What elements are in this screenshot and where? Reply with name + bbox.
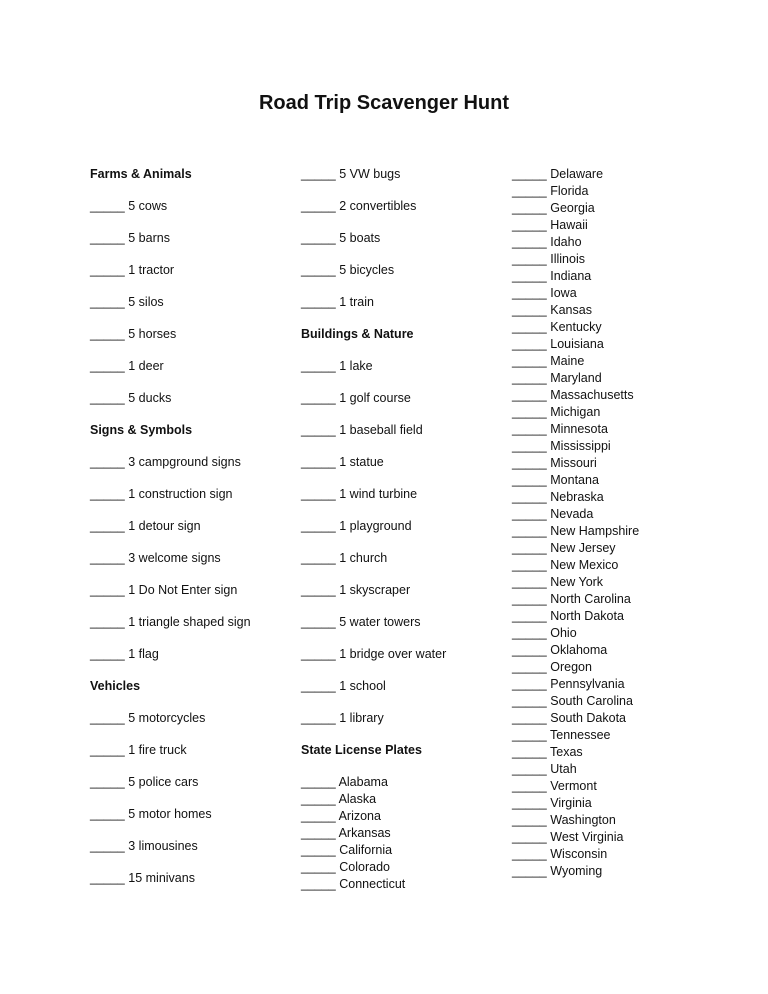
check-blank: _____ <box>512 490 547 504</box>
checklist-item <box>512 336 712 353</box>
checklist-item <box>301 774 501 791</box>
checklist-item-label: New Hampshire <box>550 524 640 538</box>
checklist-item <box>512 523 712 540</box>
checklist-item <box>512 761 712 778</box>
check-blank: _____ <box>512 371 547 385</box>
checklist-item <box>512 659 712 676</box>
section-heading <box>301 742 501 759</box>
check-blank: _____ <box>512 711 547 725</box>
checklist-item <box>512 166 712 183</box>
checklist-item <box>301 614 501 631</box>
checklist-item-label: Arizona <box>338 809 381 823</box>
checklist-item-label: 5 bicycles <box>339 263 395 277</box>
checklist-item-label: Virginia <box>550 796 592 810</box>
check-blank: _____ <box>301 519 336 533</box>
checklist-item-label: Iowa <box>550 286 577 300</box>
checklist-item <box>512 319 712 336</box>
checklist-item <box>512 489 712 506</box>
checklist-item <box>512 574 712 591</box>
page-title: Road Trip Scavenger Hunt <box>258 92 510 114</box>
checklist-item <box>512 387 712 404</box>
checklist-item-label: Utah <box>550 762 577 776</box>
check-blank: _____ <box>512 507 547 521</box>
checklist-item-label: Vermont <box>550 779 597 793</box>
check-blank: _____ <box>301 167 336 181</box>
check-blank: _____ <box>512 592 547 606</box>
checklist-item <box>90 870 290 887</box>
checklist-item-label: 1 deer <box>128 359 164 373</box>
check-blank: _____ <box>512 201 547 215</box>
checklist-item-label: 1 playground <box>339 519 412 533</box>
checklist-item-label: 1 school <box>339 679 386 693</box>
checklist-item-label: Alabama <box>338 775 388 789</box>
checklist-item-label: Indiana <box>550 269 592 283</box>
check-blank: _____ <box>90 583 125 597</box>
check-blank: _____ <box>512 779 547 793</box>
checklist-item <box>301 582 501 599</box>
checklist-item-label: 3 campground signs <box>128 455 241 469</box>
check-blank: _____ <box>301 877 336 891</box>
checklist-item <box>301 230 501 247</box>
check-blank: _____ <box>512 405 547 419</box>
checklist-item-label: West Virginia <box>550 830 624 844</box>
checklist-item-label: New Jersey <box>550 541 616 555</box>
checklist-item-label: Tennessee <box>550 728 611 742</box>
checklist-item-label: 2 convertibles <box>339 199 417 213</box>
check-blank: _____ <box>90 615 125 629</box>
checklist-item <box>512 200 712 217</box>
checklist-item <box>301 294 501 311</box>
section-heading-label: Farms & Animals <box>90 167 192 181</box>
checklist-item-label: Idaho <box>550 235 582 249</box>
checklist-item <box>512 693 712 710</box>
check-blank: _____ <box>512 286 547 300</box>
checklist-item-label: 1 library <box>339 711 384 725</box>
checklist-item-label: Mississippi <box>550 439 611 453</box>
checklist-item-label: Arkansas <box>338 826 391 840</box>
check-blank: _____ <box>301 359 336 373</box>
check-blank: _____ <box>301 792 336 806</box>
checklist-item-label: Michigan <box>550 405 601 419</box>
column-3 <box>512 166 712 880</box>
checklist-item <box>90 742 290 759</box>
checklist-item-label: Wyoming <box>550 864 603 878</box>
checklist-item <box>301 358 501 375</box>
checklist-item <box>512 846 712 863</box>
checklist-item <box>512 795 712 812</box>
checklist-item-label: North Carolina <box>550 592 631 606</box>
checklist-item <box>512 268 712 285</box>
checklist-item <box>512 727 712 744</box>
checklist-item-label: Massachusetts <box>550 388 634 402</box>
checklist-item <box>90 646 290 663</box>
checklist-item <box>301 486 501 503</box>
check-blank: _____ <box>90 775 125 789</box>
check-blank: _____ <box>301 231 336 245</box>
check-blank: _____ <box>512 694 547 708</box>
check-blank: _____ <box>512 558 547 572</box>
checklist-item-label: Delaware <box>550 167 604 181</box>
check-blank: _____ <box>90 391 125 405</box>
checklist-item <box>90 838 290 855</box>
checklist-item <box>90 198 290 215</box>
check-blank: _____ <box>301 455 336 469</box>
check-blank: _____ <box>512 167 547 181</box>
checklist-item-label: 5 boats <box>339 231 381 245</box>
check-blank: _____ <box>512 575 547 589</box>
section-heading <box>301 326 501 343</box>
checklist-item <box>512 234 712 251</box>
column-1 <box>90 166 290 902</box>
checklist-item <box>512 183 712 200</box>
checklist-item-label: 1 golf course <box>339 391 411 405</box>
checklist-item-label: Ohio <box>550 626 577 640</box>
check-blank: _____ <box>512 473 547 487</box>
check-blank: _____ <box>90 199 125 213</box>
check-blank: _____ <box>512 218 547 232</box>
check-blank: _____ <box>301 809 336 823</box>
section-heading <box>90 166 290 183</box>
check-blank: _____ <box>90 743 125 757</box>
checklist-item <box>512 829 712 846</box>
check-blank: _____ <box>90 295 125 309</box>
checklist-item <box>90 390 290 407</box>
checklist-item <box>512 404 712 421</box>
checklist-item <box>512 744 712 761</box>
checklist-item-label: 1 fire truck <box>128 743 187 757</box>
check-blank: _____ <box>512 456 547 470</box>
checklist-item-label: 1 tractor <box>128 263 175 277</box>
checklist-item-label: 5 barns <box>128 231 170 245</box>
check-blank: _____ <box>301 775 336 789</box>
check-blank: _____ <box>90 551 125 565</box>
checklist-item <box>512 302 712 319</box>
checklist-item-label: Connecticut <box>339 877 406 891</box>
checklist-item <box>301 262 501 279</box>
check-blank: _____ <box>512 830 547 844</box>
check-blank: _____ <box>512 269 547 283</box>
checklist-item-label: Missouri <box>550 456 597 470</box>
check-blank: _____ <box>90 519 125 533</box>
check-blank: _____ <box>512 235 547 249</box>
checklist-item <box>301 422 501 439</box>
checklist-item <box>512 608 712 625</box>
checklist-item <box>512 557 712 574</box>
checklist-item-label: South Dakota <box>550 711 626 725</box>
check-blank: _____ <box>301 199 336 213</box>
check-blank: _____ <box>512 847 547 861</box>
checklist-item <box>512 438 712 455</box>
check-blank: _____ <box>512 762 547 776</box>
checklist-item <box>301 390 501 407</box>
section-heading <box>90 678 290 695</box>
check-blank: _____ <box>512 422 547 436</box>
checklist-item <box>512 778 712 795</box>
checklist-item <box>90 550 290 567</box>
checklist-item-label: Pennsylvania <box>550 677 625 691</box>
check-blank: _____ <box>512 813 547 827</box>
check-blank: _____ <box>512 354 547 368</box>
checklist-item-label: Colorado <box>339 860 390 874</box>
check-blank: _____ <box>301 423 336 437</box>
checklist-item <box>512 455 712 472</box>
checklist-item-label: 1 triangle shaped sign <box>128 615 251 629</box>
check-blank: _____ <box>512 677 547 691</box>
checklist-item-label: Kansas <box>550 303 592 317</box>
checklist-item-label: Wisconsin <box>550 847 608 861</box>
checklist-item-label: 1 baseball field <box>339 423 423 437</box>
check-blank: _____ <box>512 796 547 810</box>
checklist-item-label: Louisiana <box>550 337 604 351</box>
check-blank: _____ <box>512 643 547 657</box>
check-blank: _____ <box>301 615 336 629</box>
checklist-item <box>301 825 501 842</box>
checklist-item-label: Maryland <box>550 371 602 385</box>
checklist-item <box>301 166 501 183</box>
checklist-item-label: Maine <box>550 354 585 368</box>
check-blank: _____ <box>301 263 336 277</box>
check-blank: _____ <box>512 745 547 759</box>
checklist-item <box>512 642 712 659</box>
checklist-item-label: 1 construction sign <box>128 487 233 501</box>
checklist-item <box>301 550 501 567</box>
checklist-item <box>512 217 712 234</box>
checklist-item-label: Illinois <box>550 252 585 266</box>
checklist-item-label: Nevada <box>550 507 594 521</box>
checklist-item-label: Alaska <box>338 792 377 806</box>
checklist-item-label: Montana <box>550 473 599 487</box>
check-blank: _____ <box>90 647 125 661</box>
checklist-item <box>301 710 501 727</box>
check-blank: _____ <box>512 320 547 334</box>
checklist-item-label: North Dakota <box>550 609 624 623</box>
checklist-item-label: Georgia <box>550 201 595 215</box>
checklist-item-label: 5 police cars <box>128 775 199 789</box>
check-blank: _____ <box>301 826 336 840</box>
check-blank: _____ <box>301 679 336 693</box>
check-blank: _____ <box>90 839 125 853</box>
section-heading-label: Signs & Symbols <box>90 423 193 437</box>
checklist-item-label: 1 wind turbine <box>339 487 418 501</box>
checklist-item <box>90 230 290 247</box>
checklist-item <box>512 676 712 693</box>
checklist-item-label: 1 flag <box>128 647 159 661</box>
check-blank: _____ <box>512 252 547 266</box>
check-blank: _____ <box>301 843 336 857</box>
checklist-item <box>301 518 501 535</box>
checklist-item-label: 5 VW bugs <box>339 167 401 181</box>
checklist-item <box>512 625 712 642</box>
checklist-item <box>301 678 501 695</box>
checklist-item <box>512 421 712 438</box>
check-blank: _____ <box>512 388 547 402</box>
checklist-item-label: California <box>339 843 393 857</box>
checklist-item-label: 1 bridge over water <box>339 647 447 661</box>
checklist-item-label: 5 water towers <box>339 615 421 629</box>
checklist-item <box>512 506 712 523</box>
check-blank: _____ <box>301 295 336 309</box>
check-blank: _____ <box>90 455 125 469</box>
check-blank: _____ <box>301 711 336 725</box>
checklist-item <box>301 646 501 663</box>
checklist-item <box>90 454 290 471</box>
section-heading-label: Buildings & Nature <box>301 327 414 341</box>
checklist-item-label: Oregon <box>550 660 592 674</box>
checklist-item-label: 5 motorcycles <box>128 711 206 725</box>
checklist-item-label: Kentucky <box>550 320 602 334</box>
checklist-item-label: 3 limousines <box>128 839 198 853</box>
checklist-item-label: 15 minivans <box>128 871 195 885</box>
checklist-item-label: Nebraska <box>550 490 604 504</box>
check-blank: _____ <box>512 660 547 674</box>
checklist-item <box>90 358 290 375</box>
check-blank: _____ <box>301 647 336 661</box>
checklist-item <box>301 791 501 808</box>
checklist-item <box>90 710 290 727</box>
check-blank: _____ <box>512 864 547 878</box>
check-blank: _____ <box>512 184 547 198</box>
column-2 <box>301 166 501 893</box>
checklist-item <box>90 806 290 823</box>
checklist-item <box>301 808 501 825</box>
checklist-item <box>90 294 290 311</box>
checklist-item-label: 5 horses <box>128 327 177 341</box>
checklist-item-label: Florida <box>550 184 589 198</box>
checklist-item <box>512 863 712 880</box>
checklist-item-label: 1 skyscraper <box>339 583 411 597</box>
checklist-item <box>512 251 712 268</box>
checklist-item-label: New Mexico <box>550 558 619 572</box>
check-blank: _____ <box>90 231 125 245</box>
checklist-item-label: 5 motor homes <box>128 807 212 821</box>
checklist-item <box>90 582 290 599</box>
checklist-item <box>512 591 712 608</box>
check-blank: _____ <box>512 609 547 623</box>
checklist-item-label: 5 silos <box>128 295 164 309</box>
checklist-item <box>301 842 501 859</box>
section-heading <box>90 422 290 439</box>
checklist-item <box>90 326 290 343</box>
checklist-item <box>90 774 290 791</box>
checklist-item <box>512 540 712 557</box>
checklist-item <box>512 353 712 370</box>
checklist-item-label: Hawaii <box>550 218 588 232</box>
check-blank: _____ <box>301 583 336 597</box>
check-blank: _____ <box>512 728 547 742</box>
checklist-item <box>90 614 290 631</box>
checklist-item-label: 1 church <box>339 551 388 565</box>
check-blank: _____ <box>301 391 336 405</box>
check-blank: _____ <box>512 626 547 640</box>
checklist-item-label: New York <box>550 575 604 589</box>
check-blank: _____ <box>301 487 336 501</box>
checklist-item <box>90 486 290 503</box>
section-heading-label: State License Plates <box>301 743 422 757</box>
check-blank: _____ <box>301 860 336 874</box>
checklist-item-label: 5 cows <box>128 199 168 213</box>
check-blank: _____ <box>90 807 125 821</box>
checklist-item <box>512 370 712 387</box>
checklist-item <box>301 198 501 215</box>
checklist-item-label: Minnesota <box>550 422 608 436</box>
checklist-item <box>301 876 501 893</box>
check-blank: _____ <box>512 541 547 555</box>
checklist-item <box>512 285 712 302</box>
checklist-item <box>301 859 501 876</box>
checklist-item-label: 3 welcome signs <box>128 551 221 565</box>
checklist-item-label: 5 ducks <box>128 391 172 405</box>
check-blank: _____ <box>90 711 125 725</box>
checklist-item-label: Washington <box>550 813 616 827</box>
check-blank: _____ <box>512 337 547 351</box>
checklist-item <box>512 710 712 727</box>
checklist-item <box>90 262 290 279</box>
checklist-item-label: Texas <box>550 745 583 759</box>
check-blank: _____ <box>90 359 125 373</box>
checklist-item <box>512 472 712 489</box>
check-blank: _____ <box>90 263 125 277</box>
check-blank: _____ <box>301 551 336 565</box>
checklist-item <box>512 812 712 829</box>
checklist-item-label: Oklahoma <box>550 643 608 657</box>
check-blank: _____ <box>512 439 547 453</box>
checklist-item <box>90 518 290 535</box>
check-blank: _____ <box>512 303 547 317</box>
check-blank: _____ <box>90 487 125 501</box>
check-blank: _____ <box>512 524 547 538</box>
checklist-item-label: 1 detour sign <box>128 519 201 533</box>
checklist-item-label: 1 train <box>339 295 374 309</box>
check-blank: _____ <box>90 327 125 341</box>
check-blank: _____ <box>90 871 125 885</box>
checklist-item-label: South Carolina <box>550 694 633 708</box>
checklist-item-label: 1 Do Not Enter sign <box>128 583 238 597</box>
checklist-item <box>301 454 501 471</box>
checklist-item-label: 1 lake <box>339 359 373 373</box>
section-heading-label: Vehicles <box>90 679 141 693</box>
checklist-item-label: 1 statue <box>339 455 384 469</box>
